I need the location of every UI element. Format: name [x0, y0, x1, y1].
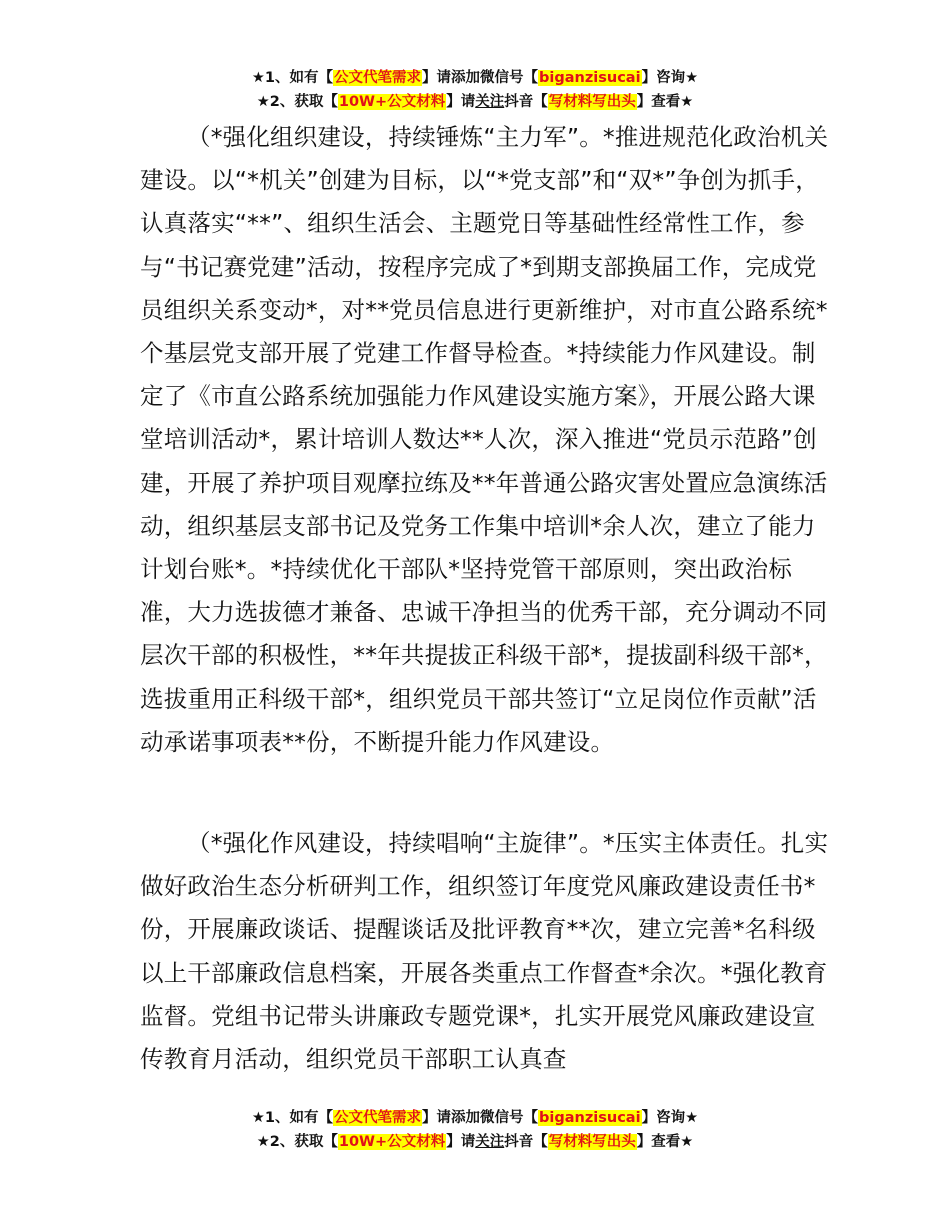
- banner-text: ★1、如有【: [251, 70, 334, 86]
- banner-text: 】咨询★: [641, 70, 699, 86]
- banner-line-2: [0, 90, 950, 114]
- highlight-text: 10W+公文材料: [338, 94, 446, 110]
- banner-text: 】请添加微信号【: [422, 1110, 539, 1126]
- banner-line-1: [0, 66, 950, 90]
- document-body: [140, 822, 830, 1081]
- wechat-id-highlight: biganzisucai: [539, 1110, 641, 1126]
- banner-text: 】请: [446, 94, 476, 110]
- paragraph: （*强化组织建设，持续锤炼“主力军”。*推进规范化政治机关建设。以“*机关”创建为目标，以“*党支部”和“双*”争创为抓手，认真落实“**”、组织生活会、主题党日等基础性经常性工作，参与“书记赛党建”活动，按程序完成了*到期支部换届工作，完成党员组织关系变动*，对**党员信息进行更新维护，对市直公路系统*个基层党支部开展了党建工作督导检查。*持续能力作风建设。制定了《市直公路系统加强能力作风建设实施方案》，开展公路大课堂培训活动*，累计培训人数达**人次，深入推进“党员示范路”创建，开展了养护项目观摩拉练及**年普通公路灾害处置应急演练活动，组织基层支部书记及党务工作集中培训*余人次，建立了能力计划台账*。*持续优化干部队*坚持党管干部原则，突出政治标准，大力选拔德才兼备、忠诚干净担当的优秀干部，充分调动不同层次干部的积极性，**年共提拔正科级干部*，提拔副科级干部*，选拔重用正科级干部*，组织党员干部共签订“立足岗位作贡献”活动承诺事项表**份，不断提升能力作风建设。: [140, 123, 829, 756]
- highlight-text: 写材料写出头: [548, 94, 636, 110]
- banner-line-1: [0, 1106, 950, 1130]
- banner-text: 】请添加微信号【: [422, 70, 539, 86]
- banner-text: 抖音【: [504, 1134, 548, 1150]
- document-body: [140, 116, 830, 764]
- highlight-text: 公文代笔需求: [334, 70, 422, 86]
- paragraph: （*强化作风建设，持续唱响“主旋律”。*压实主体责任。扎实做好政治生态分析研判工作，组织签订年度党风廉政建设责任书*份，开展廉政谈话、提醒谈话及批评教育**次，建立完善*名科级以上干部廉政信息档案，开展各类重点工作督查*余次。*强化教育监督。党组书记带头讲廉政专题党课*，扎实开展党风廉政建设宣传教育月活动，组织党员干部职工认真查: [140, 829, 829, 1074]
- banner-text: ★2、获取【: [256, 94, 338, 110]
- banner-text: ★2、获取【: [256, 1134, 338, 1150]
- banner-text: ★1、如有【: [251, 1110, 334, 1126]
- banner-line-2: [0, 1130, 950, 1154]
- highlight-text: 公文代笔需求: [334, 1110, 422, 1126]
- underlined-text: 关注: [475, 94, 505, 110]
- banner-text: 】查看★: [636, 1134, 694, 1150]
- wechat-id-highlight: biganzisucai: [539, 70, 641, 86]
- underlined-text: 关注: [475, 1134, 505, 1150]
- banner-text: 】请: [446, 1134, 476, 1150]
- highlight-text: 写材料写出头: [548, 1134, 636, 1150]
- footer-banner: [0, 1106, 950, 1154]
- banner-text: 】查看★: [636, 94, 694, 110]
- highlight-text: 10W+公文材料: [338, 1134, 446, 1150]
- banner-text: 抖音【: [504, 94, 548, 110]
- header-banner: [0, 66, 950, 114]
- banner-text: 】咨询★: [641, 1110, 699, 1126]
